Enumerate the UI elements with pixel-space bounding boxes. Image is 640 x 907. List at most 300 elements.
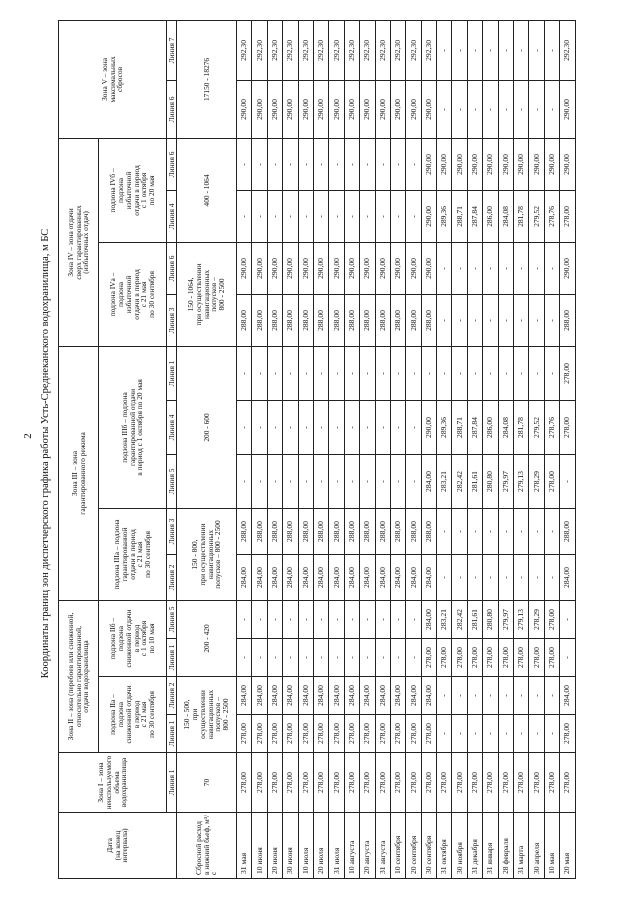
value-cell: 288,00 <box>360 294 375 346</box>
value-cell: 278,00 <box>514 639 529 677</box>
value-cell: - <box>237 401 252 455</box>
value-cell: - <box>252 138 267 190</box>
table-row <box>313 20 328 878</box>
value-cell: 278,00 <box>390 715 405 753</box>
value-cell: 281,78 <box>514 190 529 242</box>
value-cell: 288,00 <box>560 294 575 346</box>
value-cell: - <box>252 455 267 509</box>
value-cell: - <box>483 677 498 715</box>
value-cell: - <box>406 346 421 400</box>
value-cell: 278,00 <box>560 190 575 242</box>
value-cell: 290,00 <box>406 242 421 294</box>
value-cell: - <box>406 401 421 455</box>
value-cell: - <box>467 294 482 346</box>
zone2b-header: подзона IIб – подзона сниженной отдачи в период с 1 октября по 10 мая <box>99 601 167 677</box>
value-cell: 284,00 <box>390 677 405 715</box>
value-cell: - <box>283 401 298 455</box>
value-cell: 278,00 <box>237 753 252 813</box>
value-cell: - <box>437 20 452 80</box>
discharge-z3a: 150 - 800, при осуществлении навигационных попусков – 800 - 2500 <box>177 509 237 601</box>
date-cell: 31 июля <box>329 813 344 879</box>
discharge-z1: 70 <box>177 753 237 813</box>
value-cell: - <box>313 455 328 509</box>
value-cell: - <box>267 346 282 400</box>
date-cell: 20 мая <box>560 813 575 879</box>
value-cell: 278,00 <box>360 753 375 813</box>
table-row <box>529 20 544 878</box>
value-cell: 279,97 <box>498 455 513 509</box>
value-cell: - <box>344 401 359 455</box>
value-cell: - <box>514 242 529 294</box>
value-cell: - <box>252 346 267 400</box>
value-cell: 290,00 <box>498 138 513 190</box>
discharge-z4b: 400 - 1064 <box>177 138 237 242</box>
value-cell: 292,30 <box>237 20 252 80</box>
value-cell: - <box>467 346 482 400</box>
date-cell: 30 апреля <box>529 813 544 879</box>
value-cell: 282,42 <box>452 455 467 509</box>
value-cell: 284,00 <box>267 555 282 601</box>
value-cell: 288,00 <box>421 294 436 346</box>
value-cell: - <box>375 639 390 677</box>
value-cell: - <box>360 401 375 455</box>
value-cell: 288,00 <box>283 294 298 346</box>
value-cell: 288,00 <box>421 509 436 555</box>
value-cell: - <box>560 455 575 509</box>
value-cell: - <box>375 346 390 400</box>
value-cell: 290,00 <box>252 242 267 294</box>
value-cell: 279,52 <box>529 401 544 455</box>
date-cell: 31 октября <box>437 813 452 879</box>
value-cell: 288,00 <box>375 509 390 555</box>
value-cell: - <box>283 346 298 400</box>
value-cell: - <box>437 715 452 753</box>
value-cell: - <box>283 639 298 677</box>
value-cell: 278,00 <box>560 401 575 455</box>
value-cell: 278,00 <box>329 753 344 813</box>
discharge-z4a: 150 - 1064, при осуществлении навигационных попусков – 800 - 2500 <box>177 242 237 346</box>
line-header: Линия 4 <box>167 401 177 455</box>
value-cell: 278,00 <box>498 753 513 813</box>
value-cell: - <box>283 138 298 190</box>
value-cell: 281,61 <box>467 455 482 509</box>
value-cell: - <box>375 401 390 455</box>
value-cell: - <box>467 555 482 601</box>
value-cell: 278,00 <box>267 753 282 813</box>
value-cell: - <box>514 509 529 555</box>
value-cell: 278,00 <box>360 715 375 753</box>
value-cell: 288,00 <box>390 294 405 346</box>
value-cell: 288,00 <box>267 294 282 346</box>
line-header: Линия 7 <box>167 20 177 80</box>
value-cell: 278,00 <box>406 715 421 753</box>
value-cell: 288,00 <box>390 509 405 555</box>
value-cell: 288,00 <box>237 294 252 346</box>
value-cell: - <box>452 715 467 753</box>
value-cell: - <box>298 346 313 400</box>
value-cell: 288,00 <box>267 509 282 555</box>
value-cell: - <box>529 509 544 555</box>
table-row <box>421 20 436 878</box>
value-cell: - <box>375 455 390 509</box>
value-cell: - <box>498 509 513 555</box>
value-cell: 284,00 <box>344 677 359 715</box>
value-cell: 278,00 <box>406 753 421 813</box>
value-cell: 288,00 <box>344 509 359 555</box>
value-cell: 290,00 <box>283 80 298 138</box>
line-header: Линия 5 <box>167 601 177 639</box>
value-cell: - <box>313 601 328 639</box>
zone3-header: Зона III – зона гарантированного режима <box>59 346 99 600</box>
table-row <box>344 20 359 878</box>
value-cell: 284,00 <box>390 555 405 601</box>
value-cell: - <box>313 639 328 677</box>
discharge-z2b: 200 - 420 <box>177 601 237 677</box>
value-cell: 290,00 <box>237 242 252 294</box>
value-cell: 278,29 <box>529 455 544 509</box>
value-cell: - <box>529 555 544 601</box>
table-row <box>544 20 559 878</box>
value-cell: 292,30 <box>360 20 375 80</box>
page-number: 2 <box>22 433 34 439</box>
value-cell: - <box>313 190 328 242</box>
value-cell: 284,00 <box>313 555 328 601</box>
value-cell: - <box>529 715 544 753</box>
value-cell: - <box>514 80 529 138</box>
value-cell: - <box>406 601 421 639</box>
value-cell: 290,00 <box>360 80 375 138</box>
value-cell: - <box>237 455 252 509</box>
value-cell: 290,00 <box>267 80 282 138</box>
value-cell: 284,00 <box>298 555 313 601</box>
value-cell: - <box>483 242 498 294</box>
value-cell: - <box>360 601 375 639</box>
value-cell: - <box>437 242 452 294</box>
value-cell: - <box>252 401 267 455</box>
value-cell: - <box>544 294 559 346</box>
value-cell: - <box>452 294 467 346</box>
value-cell: 292,30 <box>283 20 298 80</box>
value-cell: 290,00 <box>329 80 344 138</box>
table-row <box>437 20 452 878</box>
value-cell: - <box>390 401 405 455</box>
value-cell: - <box>344 601 359 639</box>
table-row <box>298 20 313 878</box>
value-cell: 278,00 <box>544 455 559 509</box>
value-cell: - <box>467 509 482 555</box>
value-cell: 284,00 <box>283 555 298 601</box>
dispatch-schedule-table <box>58 20 576 879</box>
line-header: Линия 1 <box>167 346 177 400</box>
value-cell: 286,00 <box>483 401 498 455</box>
value-cell: - <box>283 601 298 639</box>
value-cell: 278,00 <box>560 346 575 400</box>
value-cell: - <box>313 401 328 455</box>
value-cell: - <box>344 455 359 509</box>
value-cell: - <box>313 138 328 190</box>
value-cell: 278,00 <box>452 753 467 813</box>
value-cell: - <box>483 346 498 400</box>
value-cell: 278,00 <box>560 715 575 753</box>
value-cell: 279,97 <box>498 601 513 639</box>
value-cell: 290,00 <box>421 138 436 190</box>
value-cell: 288,00 <box>283 509 298 555</box>
value-cell: 290,00 <box>560 80 575 138</box>
value-cell: - <box>313 346 328 400</box>
date-cell: 31 мая <box>237 813 252 879</box>
value-cell: 278,00 <box>421 753 436 813</box>
value-cell: 278,00 <box>283 715 298 753</box>
value-cell: 288,00 <box>298 509 313 555</box>
value-cell: 292,30 <box>406 20 421 80</box>
table-row <box>329 20 344 878</box>
zone4b-header: подзона IVб – подзона избыточной отдачи в период с 1 октября по 20 мая <box>99 138 167 242</box>
value-cell: 279,13 <box>514 455 529 509</box>
value-cell: 284,00 <box>298 677 313 715</box>
value-cell: 288,00 <box>237 509 252 555</box>
value-cell: - <box>360 639 375 677</box>
value-cell: 292,30 <box>421 20 436 80</box>
value-cell: 290,00 <box>529 138 544 190</box>
discharge-z2a: 150 - 500, при осуществлении навигационных попусков – 800 - 2500 <box>177 677 237 753</box>
value-cell: 278,00 <box>467 753 482 813</box>
table-row <box>252 20 267 878</box>
value-cell: - <box>498 242 513 294</box>
value-cell: 278,00 <box>514 753 529 813</box>
value-cell: 278,00 <box>375 753 390 813</box>
value-cell: - <box>437 80 452 138</box>
value-cell: 290,00 <box>483 138 498 190</box>
value-cell: 292,30 <box>267 20 282 80</box>
value-cell: - <box>360 346 375 400</box>
value-cell: 292,30 <box>298 20 313 80</box>
value-cell: - <box>329 346 344 400</box>
value-cell: 283,21 <box>437 455 452 509</box>
value-cell: 288,00 <box>252 294 267 346</box>
value-cell: 278,00 <box>267 715 282 753</box>
value-cell: 278,00 <box>252 715 267 753</box>
value-cell: 284,00 <box>406 677 421 715</box>
value-cell: 279,13 <box>514 601 529 639</box>
value-cell: - <box>237 190 252 242</box>
value-cell: 290,00 <box>344 80 359 138</box>
table-body <box>237 20 576 878</box>
date-cell: 30 сентября <box>421 813 436 879</box>
value-cell: - <box>437 677 452 715</box>
zone4a-header: подзона IVа – подзона избыточной отдачи в период с 21 мая по 30 сентября <box>99 242 167 346</box>
value-cell: - <box>514 677 529 715</box>
value-cell: - <box>544 509 559 555</box>
value-cell: - <box>452 20 467 80</box>
value-cell: 290,00 <box>560 242 575 294</box>
value-cell: - <box>283 190 298 242</box>
date-cell: 31 марта <box>514 813 529 879</box>
value-cell: 288,00 <box>313 509 328 555</box>
value-cell: - <box>390 138 405 190</box>
value-cell: - <box>467 715 482 753</box>
value-cell: - <box>267 455 282 509</box>
value-cell: 284,00 <box>252 677 267 715</box>
value-cell: 278,76 <box>544 190 559 242</box>
value-cell: - <box>544 242 559 294</box>
value-cell: - <box>514 715 529 753</box>
value-cell: 292,30 <box>390 20 405 80</box>
value-cell: - <box>267 601 282 639</box>
value-cell: - <box>298 639 313 677</box>
table-row <box>560 20 575 878</box>
value-cell: - <box>483 20 498 80</box>
value-cell: 278,00 <box>467 639 482 677</box>
value-cell: 290,00 <box>267 242 282 294</box>
value-cell: 290,00 <box>313 80 328 138</box>
table-row <box>283 20 298 878</box>
value-cell: 278,00 <box>329 715 344 753</box>
value-cell: - <box>437 294 452 346</box>
value-cell: 290,00 <box>421 401 436 455</box>
date-cell: 20 июля <box>313 813 328 879</box>
value-cell: - <box>498 346 513 400</box>
value-cell: 288,00 <box>344 294 359 346</box>
table-row <box>483 20 498 878</box>
value-cell: 284,00 <box>329 555 344 601</box>
table-row <box>267 20 282 878</box>
value-cell: 288,00 <box>298 294 313 346</box>
value-cell: - <box>437 555 452 601</box>
value-cell: 290,00 <box>298 242 313 294</box>
value-cell: 288,00 <box>252 509 267 555</box>
discharge-label: Сбросной расход в нижний бьеф, м³/с <box>177 813 237 879</box>
value-cell: 278,00 <box>298 753 313 813</box>
table-row <box>452 20 467 878</box>
value-cell: 288,00 <box>329 294 344 346</box>
value-cell: 284,00 <box>375 677 390 715</box>
value-cell: 290,00 <box>437 138 452 190</box>
value-cell: 290,00 <box>452 138 467 190</box>
value-cell: 290,00 <box>375 80 390 138</box>
line-header: Линия 4 <box>167 190 177 242</box>
value-cell: - <box>329 190 344 242</box>
value-cell: 292,30 <box>344 20 359 80</box>
value-cell: - <box>344 346 359 400</box>
value-cell: - <box>483 294 498 346</box>
value-cell: - <box>329 639 344 677</box>
value-cell: 290,00 <box>390 80 405 138</box>
value-cell: - <box>498 294 513 346</box>
value-cell: 288,00 <box>375 294 390 346</box>
value-cell: - <box>360 138 375 190</box>
value-cell: 284,00 <box>560 555 575 601</box>
value-cell: - <box>467 20 482 80</box>
value-cell: 284,00 <box>237 677 252 715</box>
date-cell: 20 сентября <box>406 813 421 879</box>
value-cell: - <box>483 555 498 601</box>
discharge-z3b: 200 - 600 <box>177 346 237 508</box>
value-cell: 278,00 <box>544 601 559 639</box>
value-cell: 292,30 <box>313 20 328 80</box>
value-cell: 284,08 <box>498 401 513 455</box>
value-cell: 278,00 <box>344 753 359 813</box>
value-cell: 283,21 <box>437 601 452 639</box>
value-cell: - <box>237 639 252 677</box>
value-cell: 290,00 <box>283 242 298 294</box>
value-cell: 292,30 <box>329 20 344 80</box>
line-header: Линия 3 <box>167 509 177 555</box>
value-cell: 278,00 <box>421 715 436 753</box>
value-cell: - <box>529 677 544 715</box>
value-cell: 278,00 <box>390 753 405 813</box>
table-row <box>390 20 405 878</box>
value-cell: - <box>483 509 498 555</box>
value-cell: - <box>390 601 405 639</box>
value-cell: 288,00 <box>406 509 421 555</box>
date-cell: 20 июня <box>267 813 282 879</box>
value-cell: - <box>467 677 482 715</box>
date-cell: 10 сентября <box>390 813 405 879</box>
table-row <box>360 20 375 878</box>
value-cell: - <box>298 455 313 509</box>
value-cell: - <box>498 677 513 715</box>
discharge-z5: 17150 - 18276 <box>177 20 237 138</box>
value-cell: 290,00 <box>375 242 390 294</box>
document-title: Координаты границ зон диспетчерского графика работы Усть-Среднеканского водохранилища, м БС <box>40 228 51 679</box>
line-header: Линия 5 <box>167 455 177 509</box>
value-cell: - <box>544 346 559 400</box>
value-cell: 284,00 <box>421 555 436 601</box>
zone1-header: Зона I – зона неиспользуемого объема водохранилища <box>59 753 167 813</box>
value-cell: 281,61 <box>467 601 482 639</box>
value-cell: - <box>237 601 252 639</box>
zone3a-header: подзона IIIа – подзона гарантированной отдачи в период с 21 мая по 30 сентября <box>99 509 167 601</box>
value-cell: 278,00 <box>529 753 544 813</box>
value-cell: 290,00 <box>421 190 436 242</box>
value-cell: - <box>437 346 452 400</box>
value-cell: 290,00 <box>344 242 359 294</box>
value-cell: - <box>529 242 544 294</box>
value-cell: - <box>390 190 405 242</box>
value-cell: 278,00 <box>298 715 313 753</box>
value-cell: - <box>298 601 313 639</box>
value-cell: 292,30 <box>560 20 575 80</box>
line-header: Линия 1 <box>167 639 177 677</box>
value-cell: 284,00 <box>375 555 390 601</box>
value-cell: - <box>529 20 544 80</box>
value-cell: 284,00 <box>344 555 359 601</box>
value-cell: 290,00 <box>252 80 267 138</box>
value-cell: - <box>421 346 436 400</box>
value-cell: 278,00 <box>483 639 498 677</box>
value-cell: 284,00 <box>360 555 375 601</box>
table-row <box>498 20 513 878</box>
value-cell: - <box>529 346 544 400</box>
value-cell: - <box>544 80 559 138</box>
value-cell: - <box>467 80 482 138</box>
table-wrapper <box>58 21 576 879</box>
value-cell: 288,71 <box>452 190 467 242</box>
value-cell: - <box>560 639 575 677</box>
value-cell: - <box>437 509 452 555</box>
value-cell: - <box>452 509 467 555</box>
value-cell: - <box>237 138 252 190</box>
value-cell: 289,36 <box>437 401 452 455</box>
date-cell: 10 июля <box>298 813 313 879</box>
table-row <box>406 20 421 878</box>
value-cell: 290,00 <box>313 242 328 294</box>
value-cell: - <box>498 80 513 138</box>
value-cell: - <box>329 138 344 190</box>
value-cell: 279,52 <box>529 190 544 242</box>
table-row <box>514 20 529 878</box>
line-header: Линия 2 <box>167 677 177 715</box>
